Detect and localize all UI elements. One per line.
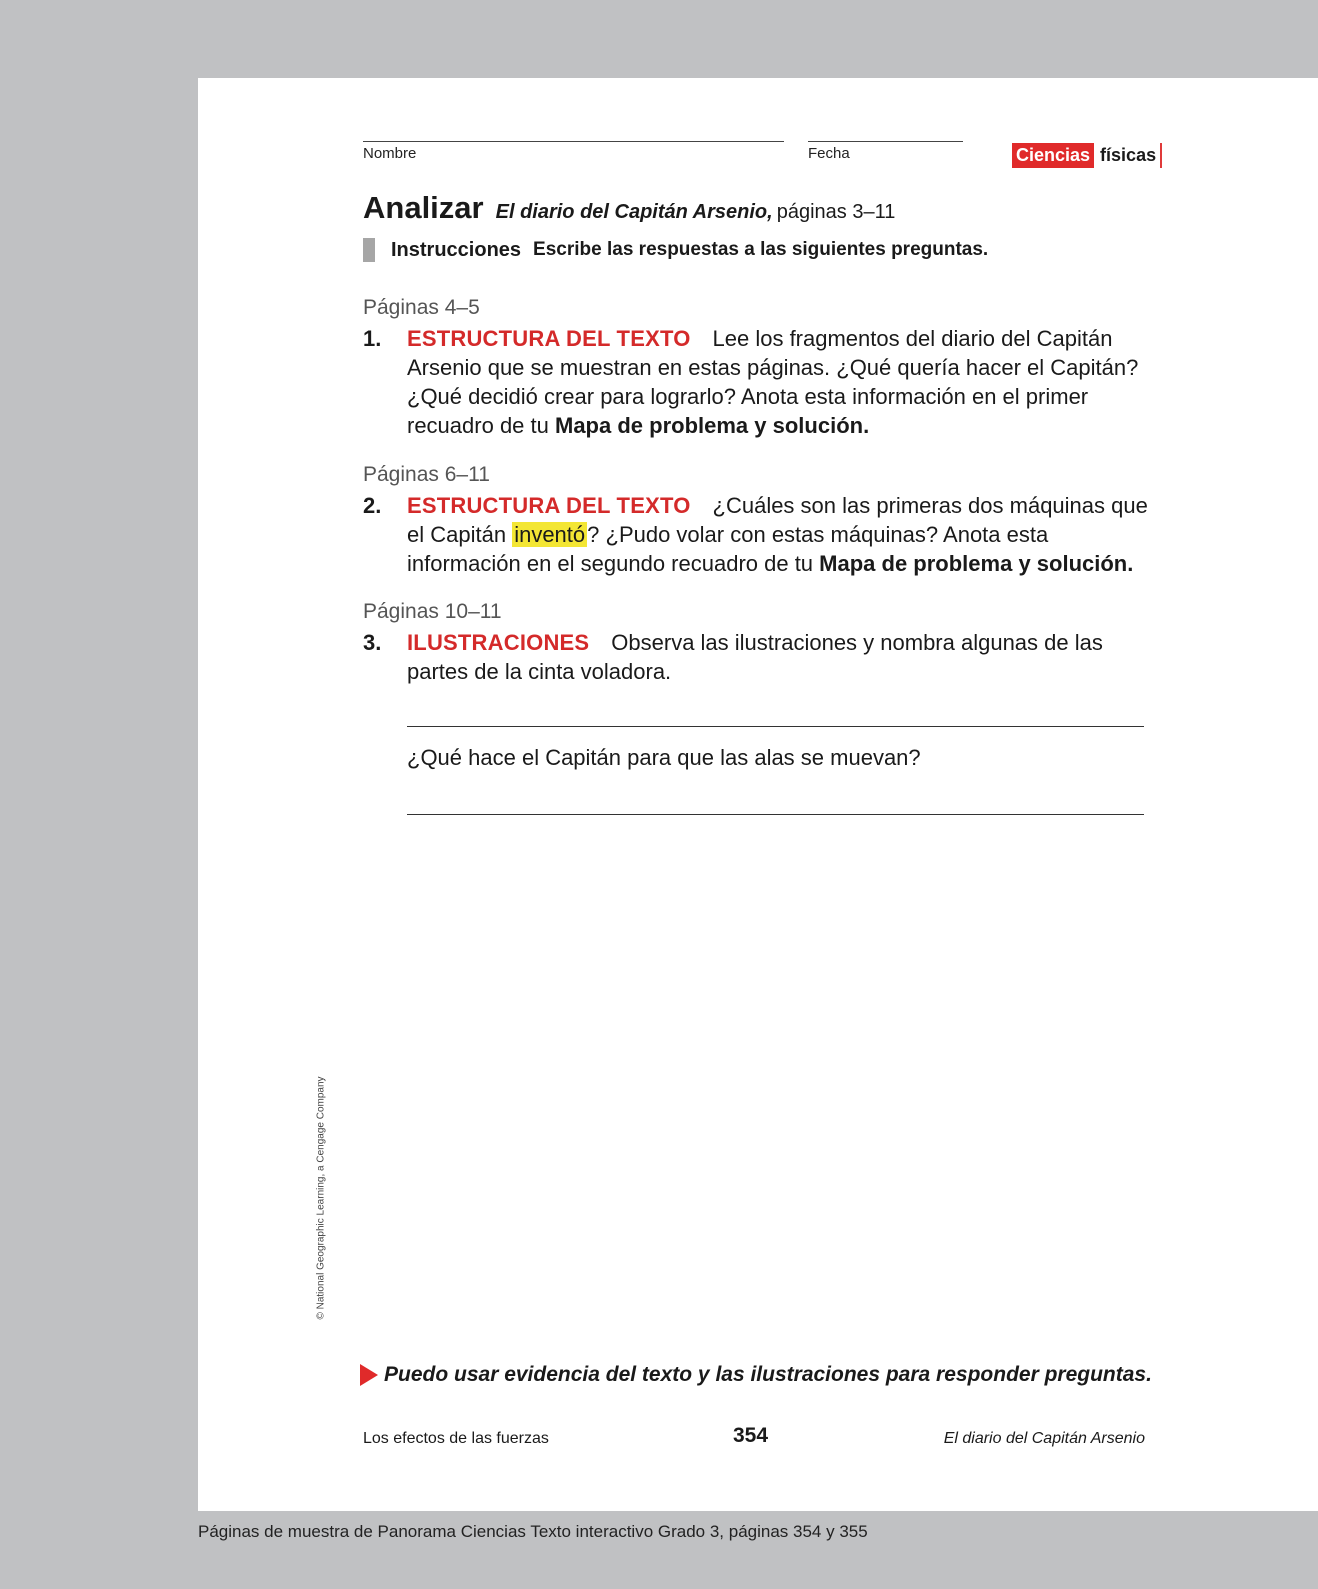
sub-question: ¿Qué hace el Capitán para que las alas se muevan?	[407, 745, 921, 770]
learning-goal-text: Puedo usar evidencia del texto y las ilustraciones para responder preguntas.	[384, 1363, 1152, 1386]
title-pages: páginas 3–11	[776, 201, 896, 223]
instructions-bar	[363, 238, 375, 262]
question-label: ESTRUCTURA DEL TEXTO	[407, 326, 691, 351]
question-label: ILUSTRACIONES	[407, 630, 590, 655]
copyright-notice: © National Geographic Learning, a Cengage Company	[315, 1076, 327, 1320]
question-number: 1.	[363, 326, 382, 351]
answer-line-1[interactable]	[407, 726, 1144, 727]
learning-goal	[360, 1363, 1152, 1387]
question-3	[363, 628, 1153, 686]
date-label: Fecha	[808, 145, 850, 162]
page-range-1: Páginas 4–5	[363, 296, 480, 319]
footer-book-title: El diario del Capitán Arsenio	[943, 1430, 1145, 1447]
vocabulary-highlight[interactable]: inventó	[514, 522, 586, 547]
page-range-3: Páginas 10–11	[363, 600, 502, 623]
footer-unit: Los efectos de las fuerzas	[363, 1430, 549, 1447]
question-bold-end: Mapa de problema y solución.	[819, 551, 1134, 576]
page-title	[363, 190, 895, 226]
question-text: ¿Cuáles son las primeras dos máquinas que el Capitán	[407, 493, 1148, 547]
question-number: 3.	[363, 630, 382, 655]
worksheet-page	[198, 78, 1318, 1511]
answer-line-2[interactable]	[407, 814, 1144, 815]
question-text-cont: ? ¿Pudo volar con estas máquinas? Anota esta información en el segundo recuadro de tu	[407, 522, 1049, 576]
question-1	[363, 324, 1153, 440]
page-range-2: Páginas 6–11	[363, 463, 490, 486]
subject-tag	[1012, 143, 1162, 168]
sample-caption: Páginas de muestra de Panorama Ciencias Texto interactivo Grado 3, páginas 354 y 355	[198, 1522, 868, 1541]
question-text: Lee los fragmentos del diario del Capitán Arsenio que se muestran en estas páginas. ¿Qué quería hacer el Capitán? ¿Qué decidió crear para lograrlo? Anota esta información en el primer recuadro de tu	[407, 326, 1139, 438]
subject-tag-highlight: Ciencias	[1012, 143, 1094, 168]
question-number: 2.	[363, 493, 382, 518]
question-label: ESTRUCTURA DEL TEXTO	[407, 493, 691, 518]
question-text: Observa las ilustraciones y nombra algunas de las partes de la cinta voladora.	[407, 630, 1103, 684]
footer-page-number: 354	[733, 1424, 769, 1447]
instructions	[363, 238, 988, 262]
name-field-line[interactable]	[363, 141, 784, 142]
play-arrow-icon	[360, 1364, 378, 1386]
date-field-line[interactable]	[808, 141, 963, 142]
instructions-text: Escribe las respuestas a las siguientes preguntas.	[533, 239, 989, 260]
subject-tag-rest: físicas	[1100, 145, 1157, 165]
question-bold-end: Mapa de problema y solución.	[555, 413, 870, 438]
question-2	[363, 491, 1153, 578]
instructions-label: Instrucciones	[391, 238, 522, 261]
name-label: Nombre	[363, 145, 417, 162]
title-book: El diario del Capitán Arsenio,	[495, 201, 773, 223]
title-word: Analizar	[363, 190, 484, 225]
